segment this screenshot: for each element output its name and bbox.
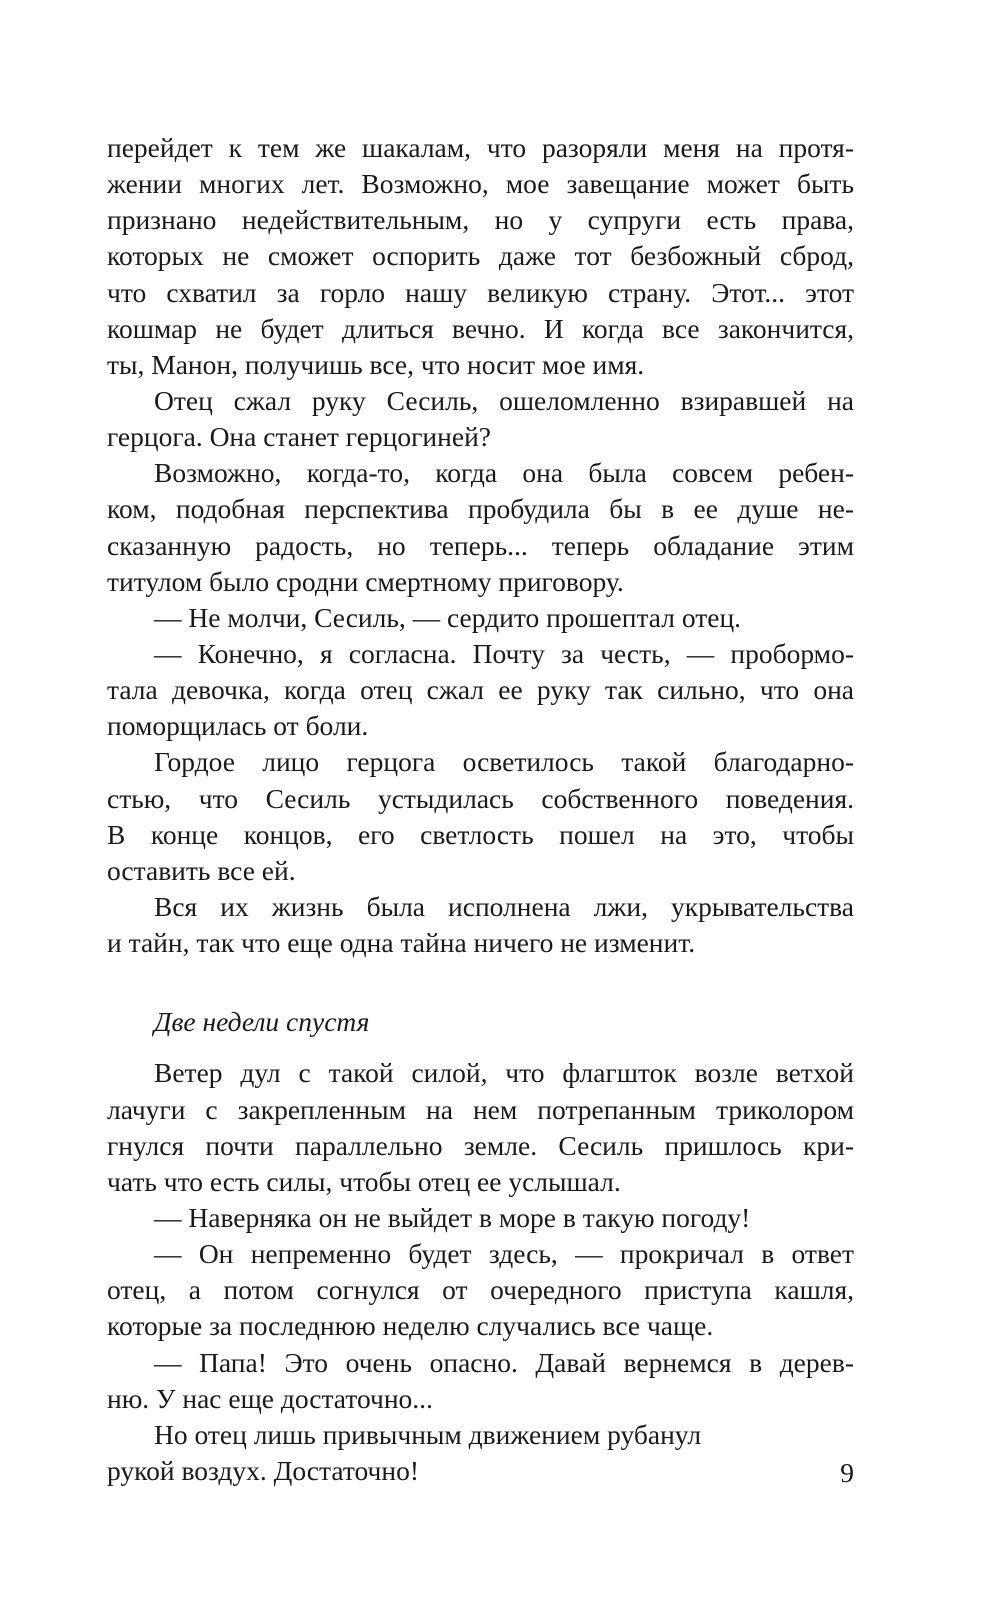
- section-gap: [107, 961, 854, 1004]
- text-line: ню. У нас еще достаточно...: [107, 1382, 433, 1414]
- text-line: которые за последнюю неделю случались все чаще.: [107, 1310, 714, 1342]
- text-line: стью, что Сесиль устыдилась собственного поведения.: [107, 782, 854, 814]
- text-line: ком, подобная перспектива пробудила бы в ее душе не-: [107, 493, 854, 525]
- text-line: рукой воздух. Достаточно!: [107, 1454, 419, 1486]
- text-line: кошмар не будет длиться вечно. И когда все закончится,: [107, 312, 854, 344]
- text-block-after: [107, 1055, 854, 1489]
- text-line: Возможно, когда-то, когда она была совсем ребен-: [154, 457, 854, 489]
- text-line: и тайн, так что еще одна тайна ничего не изменит.: [107, 927, 696, 959]
- text-line: сказанную радость, но теперь... теперь обладание этим: [107, 529, 854, 561]
- text-line: гнулся почти параллельно земле. Сесиль пришлось кри-: [107, 1129, 854, 1161]
- heading-gap: [107, 1040, 854, 1055]
- text-line: герцога. Она станет герцогиней?: [107, 421, 491, 453]
- text-line: Но отец лишь привычным движением рубанул: [154, 1418, 702, 1450]
- text-line: перейдет к тем же шакалам, что разоряли меня на протя-: [107, 132, 854, 163]
- text-line: — Он непременно будет здесь, — прокричал в ответ: [154, 1238, 854, 1270]
- text-line: Ветер дул с такой силой, что флагшток возле ветхой: [154, 1057, 854, 1089]
- text-line: — Наверняка он не выйдет в море в такую погоду!: [154, 1201, 751, 1233]
- text-line: чать что есть силы, чтобы отец ее услышал.: [107, 1165, 621, 1197]
- text-line: титулом было сродни смертному приговору.: [107, 565, 624, 597]
- book-page-text: [107, 130, 854, 1489]
- section-heading: Две недели спустя: [154, 1006, 370, 1038]
- text-line: Гордое лицо герцога осветилось такой благодарно-: [154, 746, 854, 778]
- text-line: отец, а потом согнулся от очередного приступа кашля,: [107, 1274, 854, 1306]
- text-line: признано недействительным, но у супруги есть права,: [107, 204, 854, 236]
- text-line: поморщилась от боли.: [107, 710, 369, 742]
- text-line: — Конечно, я согласна. Почту за честь, — пробормо-: [154, 637, 854, 669]
- text-line: В конце концов, его светлость пошел на это, чтобы: [107, 818, 854, 850]
- text-line: ты, Манон, получишь все, что носит мое имя.: [107, 348, 645, 380]
- text-line: оставить все ей.: [107, 854, 296, 886]
- text-line: — Папа! Это очень опасно. Давай вернемся в дерев-: [154, 1346, 854, 1378]
- text-block-before: [107, 130, 854, 961]
- text-line: Отец сжал руку Сесиль, ошеломленно взиравшей на: [154, 384, 854, 416]
- text-line: — Не молчи, Сесиль, — сердито прошептал отец.: [154, 601, 742, 633]
- text-line: Вся их жизнь была исполнена лжи, укрывательства: [154, 890, 854, 922]
- page-number: 9: [840, 1457, 854, 1488]
- text-line: жении многих лет. Возможно, мое завещание может быть: [107, 168, 854, 200]
- text-line: лачуги с закрепленным на нем потрепанным триколором: [107, 1093, 854, 1125]
- text-line: что схватил за горло нашу великую страну. Этот... этот: [107, 276, 854, 308]
- text-line: тала девочка, когда отец сжал ее руку так сильно, что она: [107, 674, 854, 706]
- text-line: которых не сможет оспорить даже тот безбожный сброд,: [107, 240, 854, 272]
